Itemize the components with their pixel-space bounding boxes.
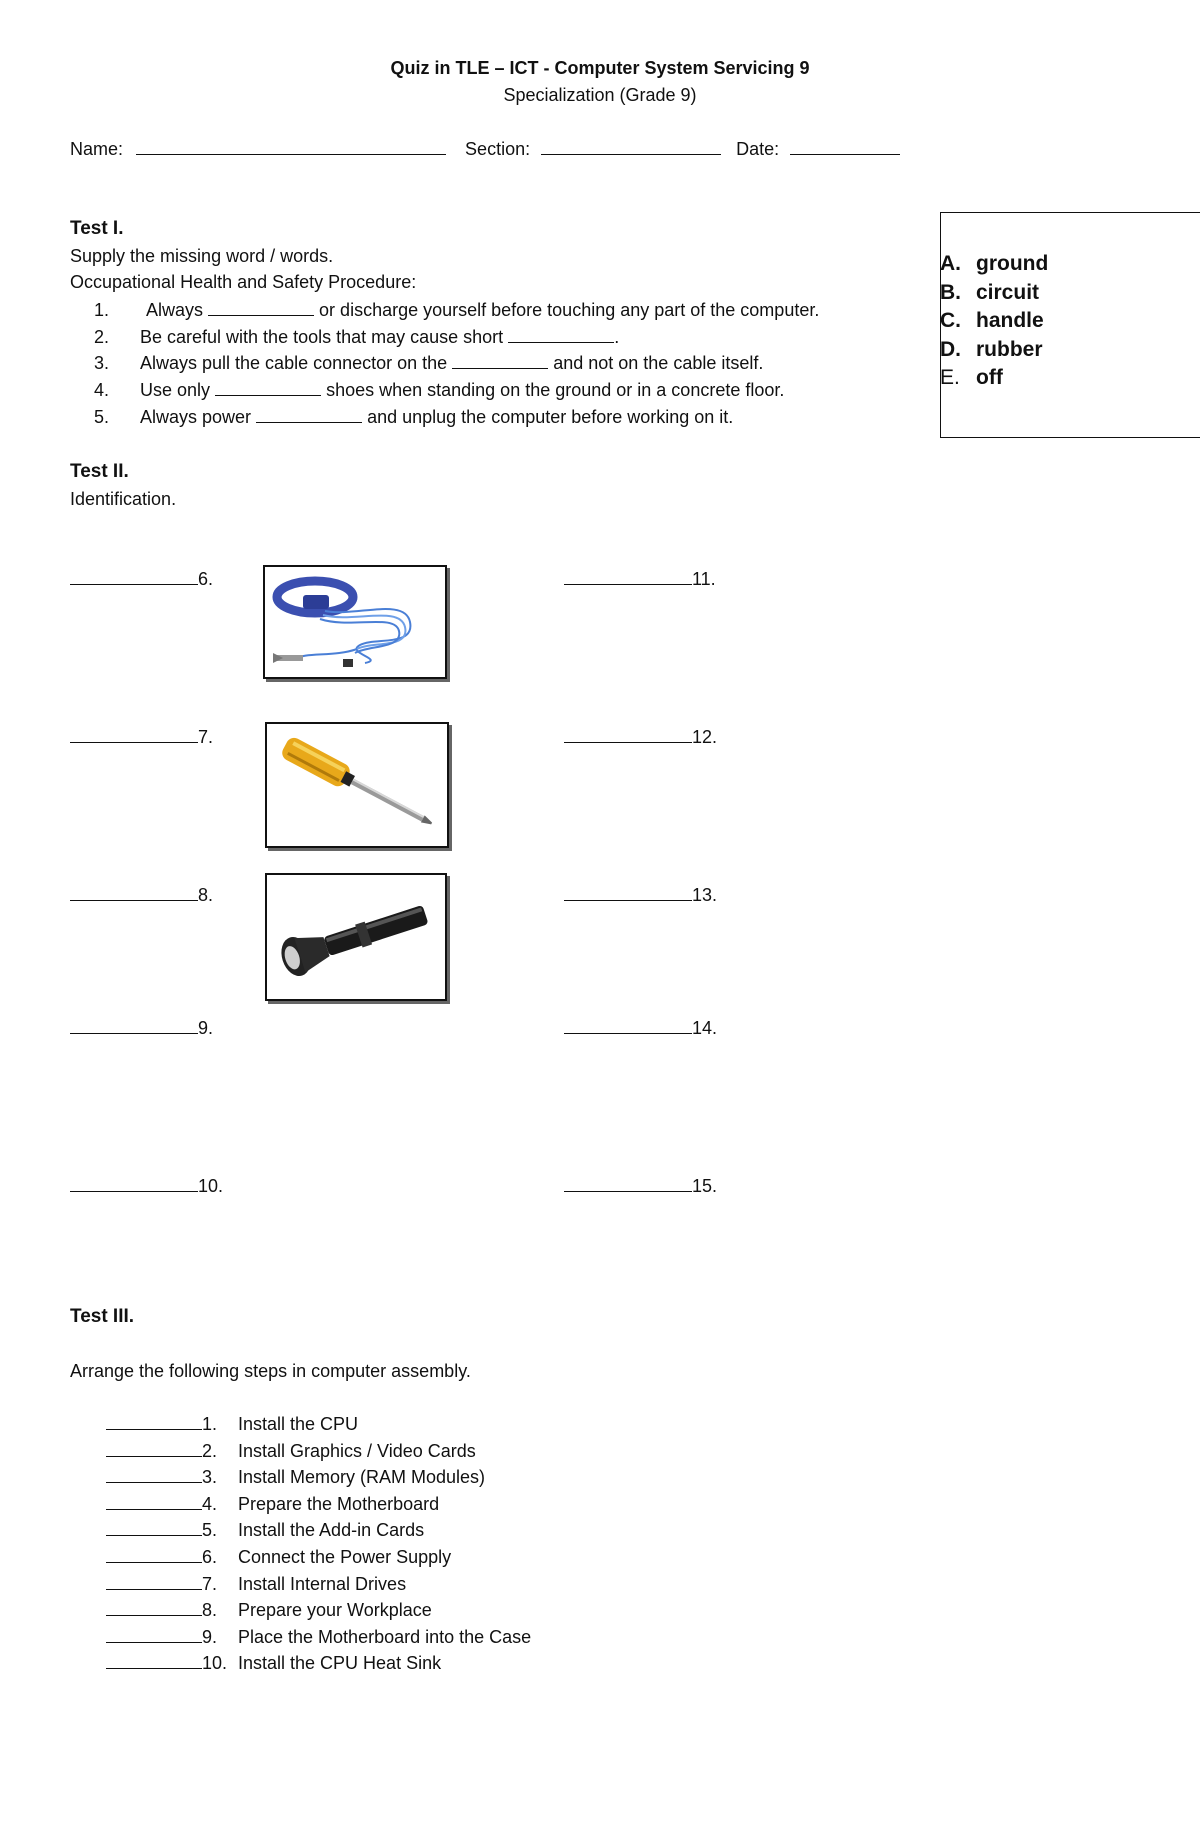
quiz-title: Quiz in TLE – ICT - Computer System Servicing 9 [390,58,810,78]
assembly-step [106,1466,485,1488]
step-text: Install Memory (RAM Modules) [238,1467,486,1487]
step-text: Prepare your Workplace [238,1600,432,1620]
answer-line[interactable] [564,726,692,743]
item-number: 2. [94,327,110,347]
choice-item [940,366,1003,390]
answer-line[interactable] [70,1017,198,1034]
screwdriver-icon [267,724,447,846]
answer-line[interactable] [564,568,692,585]
item-number: 10. [198,1176,224,1196]
choice-word: circuit [976,281,1040,304]
item-text-after: . [614,327,620,347]
student-info-row [70,138,900,160]
item-number: 3. [94,353,110,373]
step-number: 3. [202,1467,218,1487]
choice-word: ground [976,252,1049,275]
item-number: 4. [94,380,110,400]
flashlight-icon [267,875,445,999]
assembly-step [106,1599,432,1621]
item-number: 14. [692,1018,718,1038]
assembly-step [106,1546,451,1568]
item-number: 13. [692,885,718,905]
answer-blank[interactable] [508,326,614,343]
test3-instruction: Arrange the following steps in computer assembly. [70,1361,471,1381]
assembly-step [106,1573,406,1595]
item-number: 9. [198,1018,214,1038]
item-number: 8. [198,885,214,905]
order-blank[interactable] [106,1652,202,1669]
test1-item [94,406,733,428]
answer-blank[interactable] [215,379,321,396]
test2-instruction: Identification. [70,489,177,509]
assembly-step [106,1652,441,1674]
order-blank[interactable] [106,1493,202,1510]
identification-item [564,884,717,906]
item-text-after: shoes when standing on the ground or in a concrete floor. [326,380,785,400]
item-text-before: Use only [140,380,211,400]
choice-letter: B. [940,281,961,304]
step-text: Prepare the Motherboard [238,1494,440,1514]
step-text: Place the Motherboard into the Case [238,1627,532,1647]
identification-item [70,726,213,748]
name-field[interactable] [136,138,446,155]
assembly-step [106,1519,424,1541]
step-number: 2. [202,1441,218,1461]
test1-item [94,326,619,348]
choice-letter: D. [940,338,961,361]
item-number: 6. [198,569,214,589]
date-field[interactable] [790,138,900,155]
wrist-strap-image [263,565,447,679]
test1-item [94,299,819,321]
answer-blank[interactable] [256,406,362,423]
choice-item [940,338,1043,362]
item-number: 5. [94,407,110,427]
order-blank[interactable] [106,1413,202,1430]
assembly-step [106,1440,476,1462]
item-number: 1. [94,300,110,320]
test1-topic: Occupational Health and Safety Procedure: [70,272,417,292]
answer-blank[interactable] [208,299,314,316]
name-label: Name: [70,139,124,159]
choice-item [940,252,1048,276]
identification-item [70,1017,213,1039]
step-text: Install the CPU [238,1414,359,1434]
identification-item [564,1175,717,1197]
choice-word: handle [976,309,1044,332]
flashlight-image [265,873,447,1001]
step-number: 6. [202,1547,218,1567]
test1-item [94,379,784,401]
identification-item [70,1175,223,1197]
identification-item [70,568,213,590]
identification-item [564,726,717,748]
choice-letter: C. [940,309,961,332]
step-text: Install the Add-in Cards [238,1520,425,1540]
item-number: 7. [198,727,214,747]
date-label: Date: [736,139,780,159]
choice-word: rubber [976,338,1043,361]
quiz-subtitle: Specialization (Grade 9) [503,85,697,105]
choice-word: off [976,366,1003,389]
item-text-after: and unplug the computer before working on it. [367,407,734,427]
section-label: Section: [465,139,531,159]
assembly-step [106,1493,439,1515]
answer-line[interactable] [70,1175,198,1192]
choice-item [940,281,1039,305]
choice-letter: A. [940,252,961,275]
answer-line[interactable] [564,884,692,901]
order-blank[interactable] [106,1466,202,1483]
order-blank[interactable] [106,1519,202,1536]
step-text: Install the CPU Heat Sink [238,1653,442,1673]
order-blank[interactable] [106,1440,202,1457]
choice-item [940,309,1044,333]
item-text-before: Always [146,300,204,320]
step-number: 1. [202,1414,218,1434]
section-field[interactable] [541,138,721,155]
answer-line[interactable] [70,568,198,585]
step-number: 9. [202,1627,218,1647]
order-blank[interactable] [106,1573,202,1590]
test2-heading: Test II. [70,461,129,482]
item-text-before: Always pull the cable connector on the [140,353,448,373]
test3-heading: Test III. [70,1306,135,1327]
answer-line[interactable] [564,1175,692,1192]
wrist-strap-icon [265,567,445,677]
step-number: 5. [202,1520,218,1540]
item-number: 15. [692,1176,718,1196]
step-number: 10. [202,1653,228,1673]
order-blank[interactable] [106,1599,202,1616]
answer-line[interactable] [564,1017,692,1034]
step-text: Connect the Power Supply [238,1547,452,1567]
test1-heading: Test I. [70,218,124,239]
item-text-after: and not on the cable itself. [553,353,764,373]
step-number: 4. [202,1494,218,1514]
item-text-before: Be careful with the tools that may cause short [140,327,504,347]
answer-blank[interactable] [452,352,548,369]
identification-item [564,1017,717,1039]
test1-instruction: Supply the missing word / words. [70,246,334,266]
answer-line[interactable] [70,884,198,901]
assembly-step [106,1626,531,1648]
test1-item [94,352,763,374]
choice-letter: E. [940,366,960,389]
step-number: 8. [202,1600,218,1620]
identification-item [70,884,213,906]
answer-line[interactable] [70,726,198,743]
order-blank[interactable] [106,1626,202,1643]
item-number: 12. [692,727,718,747]
step-number: 7. [202,1574,218,1594]
identification-item [564,568,716,590]
step-text: Install Graphics / Video Cards [238,1441,476,1461]
order-blank[interactable] [106,1546,202,1563]
screwdriver-image [265,722,449,848]
item-text-after: or discharge yourself before touching any part of the computer. [319,300,820,320]
item-number: 11. [692,569,716,589]
item-text-before: Always power [140,407,252,427]
step-text: Install Internal Drives [238,1574,407,1594]
assembly-step [106,1413,358,1435]
